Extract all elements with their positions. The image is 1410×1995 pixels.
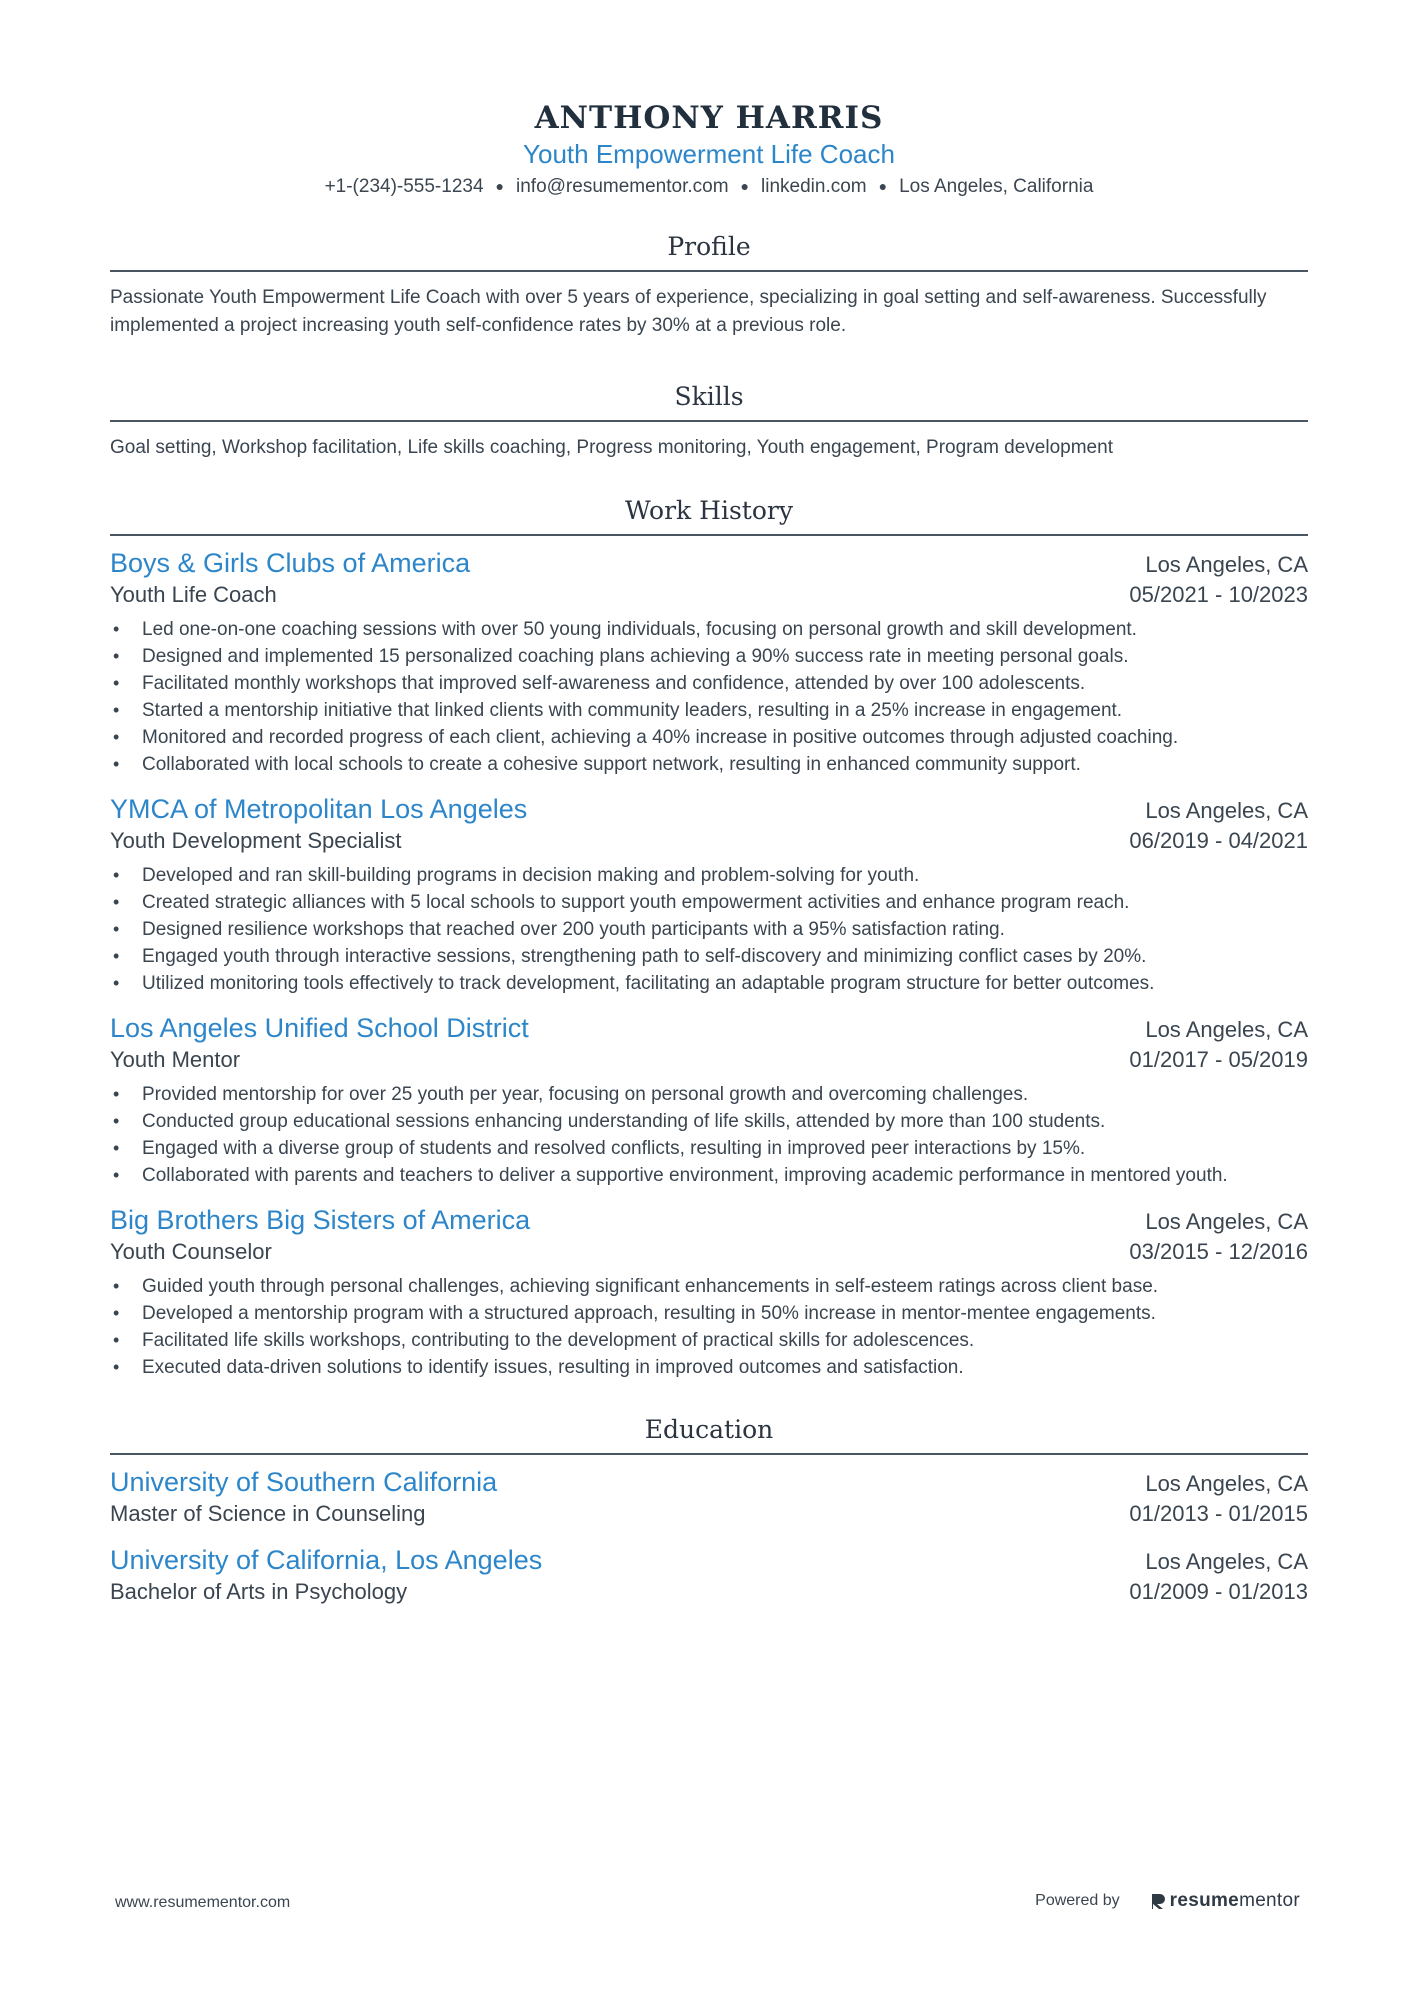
brand-name-part1: resume [1169,1890,1240,1911]
school-location: Los Angeles, CA [1145,1471,1308,1496]
school-dates: 01/2009 - 01/2013 [1129,1579,1308,1604]
job-dates: 05/2021 - 10/2023 [1129,582,1308,607]
powered-by-label: Powered by [1035,1892,1120,1909]
bullet-item: • Collaborated with local schools to create a cohesive support network, resulting in enhanced community support. [110,751,1308,778]
school-header-row [110,1465,1308,1499]
job-dates: 03/2015 - 12/2016 [1129,1239,1308,1264]
bullet-item: • Collaborated with parents and teachers to deliver a supportive environment, improving academic performance in mentored youth. [110,1162,1308,1189]
bullet-item: • Facilitated monthly workshops that improved self-awareness and confidence, attended by over 100 adolescents. [110,670,1308,697]
resume-page [110,100,1308,1607]
bullet-item: • Engaged youth through interactive sessions, strengthening path to self-discovery and minimizing conflict cases by 20%. [110,943,1308,970]
job-location: Los Angeles, CA [1145,798,1308,823]
school-degree-row [110,1577,1308,1607]
job-role-row [110,826,1308,856]
section-heading: Work History [110,494,1308,536]
footer-branding [1035,1890,1300,1912]
bullet-separator-icon: ● [495,178,504,194]
education-entry [110,1465,1308,1529]
school-dates: 01/2013 - 01/2015 [1129,1501,1308,1526]
contact-linkedin[interactable]: linkedin.com [761,176,867,197]
school-list [110,1465,1308,1607]
bullet-separator-icon: ● [878,178,888,194]
job-organization: YMCA of Metropolitan Los Angeles [110,794,528,824]
job-role: Youth Development Specialist [110,828,402,853]
job-organization: Los Angeles Unified School District [110,1013,529,1043]
bullet-item: • Guided youth through personal challenges, achieving significant enhancements in self-esteem ratings across client base. [110,1273,1308,1300]
school-location: Los Angeles, CA [1145,1549,1308,1574]
work-history-section [110,494,1308,1381]
job-organization: Big Brothers Big Sisters of America [110,1205,531,1235]
job-entry [110,792,1308,997]
section-heading: Skills [110,380,1308,422]
job-bullets [110,862,1308,997]
bullet-item: • Designed resilience workshops that reached over 200 youth participants with a 95% satisfaction rating. [110,916,1308,943]
job-dates: 06/2019 - 04/2021 [1129,828,1308,853]
bullet-item: • Led one-on-one coaching sessions with over 50 young individuals, focusing on personal growth and skill development. [110,616,1308,643]
profile-text: Passionate Youth Empowerment Life Coach with over 5 years of experience, specializing in goal setting and self-awareness. Successfully implemented a project increasing youth self-confidence rates by 30% at a previous role. [110,287,1267,336]
bullet-item: • Created strategic alliances with 5 local schools to support youth empowerment activities and enhance program reach. [110,889,1308,916]
school-degree-row [110,1499,1308,1529]
candidate-name: ANTHONY HARRIS [534,100,884,136]
section-heading: Profile [110,230,1308,272]
bullet-item: • Conducted group educational sessions enhancing understanding of life skills, attended by more than 100 students. [110,1108,1308,1135]
job-bullets [110,1273,1308,1381]
bullet-item: • Developed a mentorship program with a structured approach, resulting in 50% increase in mentor-mentee engagements. [110,1300,1308,1327]
job-dates: 01/2017 - 05/2019 [1129,1047,1308,1072]
education-section [110,1413,1308,1607]
bullet-separator-icon: ● [740,178,750,194]
job-role-row [110,580,1308,610]
job-header-row [110,1011,1308,1045]
job-bullets [110,1081,1308,1189]
contact-email[interactable]: info@resumementor.com [516,176,729,197]
brand-name-part2: mentor [1239,1890,1300,1911]
school-name: University of California, Los Angeles [110,1545,543,1575]
job-organization: Boys & Girls Clubs of America [110,548,471,578]
job-entry [110,1203,1308,1381]
contact-location: Los Angeles, California [899,176,1094,197]
skills-section [110,380,1308,462]
contact-line [110,174,1308,200]
job-header-row [110,792,1308,826]
school-header-row [110,1543,1308,1577]
bullet-item: • Designed and implemented 15 personalized coaching plans achieving a 90% success rate in meeting personal goals. [110,643,1308,670]
bullet-item: • Engaged with a diverse group of students and resolved conflicts, resulting in improved peer interactions by 15%. [110,1135,1308,1162]
bullet-item: • Executed data-driven solutions to identify issues, resulting in improved outcomes and satisfaction. [110,1354,1308,1381]
bullet-item: • Facilitated life skills workshops, contributing to the development of practical skills for adolescences. [110,1327,1308,1354]
job-entry [110,1011,1308,1189]
job-bullets [110,616,1308,778]
education-entry [110,1543,1308,1607]
job-header-row [110,546,1308,580]
job-location: Los Angeles, CA [1145,1209,1308,1234]
bullet-item: • Developed and ran skill-building programs in decision making and problem-solving for youth. [110,862,1308,889]
resumementor-logo-icon [1150,1892,1166,1910]
job-role: Youth Mentor [110,1047,241,1072]
job-entry [110,546,1308,778]
skills-text: Goal setting, Workshop facilitation, Life skills coaching, Progress monitoring, Youth engagement, Program development [110,437,1113,458]
job-list [110,546,1308,1381]
school-degree: Bachelor of Arts in Psychology [110,1579,408,1604]
job-location: Los Angeles, CA [1145,1017,1308,1042]
job-role-row [110,1045,1308,1075]
resume-header [110,100,1308,200]
brand-logo[interactable] [1150,1890,1300,1912]
bullet-item: • Provided mentorship for over 25 youth per year, focusing on personal growth and overcoming challenges. [110,1081,1308,1108]
candidate-title: Youth Empowerment Life Coach [523,139,895,169]
bullet-item: • Started a mentorship initiative that linked clients with community leaders, resulting in a 25% increase in engagement. [110,697,1308,724]
job-location: Los Angeles, CA [1145,552,1308,577]
bullet-item: • Monitored and recorded progress of each client, achieving a 40% increase in positive outcomes through adjusted coaching. [110,724,1308,751]
job-header-row [110,1203,1308,1237]
job-role: Youth Life Coach [110,582,277,607]
school-name: University of Southern California [110,1467,498,1497]
job-role: Youth Counselor [110,1239,272,1264]
job-role-row [110,1237,1308,1267]
section-heading: Education [110,1413,1308,1455]
footer-website[interactable]: www.resumementor.com [115,1894,291,1911]
profile-section [110,230,1308,340]
contact-phone: +1-(234)-555-1234 [324,176,484,197]
school-degree: Master of Science in Counseling [110,1501,426,1526]
bullet-item: • Utilized monitoring tools effectively to track development, facilitating an adaptable program structure for better outcomes. [110,970,1308,997]
